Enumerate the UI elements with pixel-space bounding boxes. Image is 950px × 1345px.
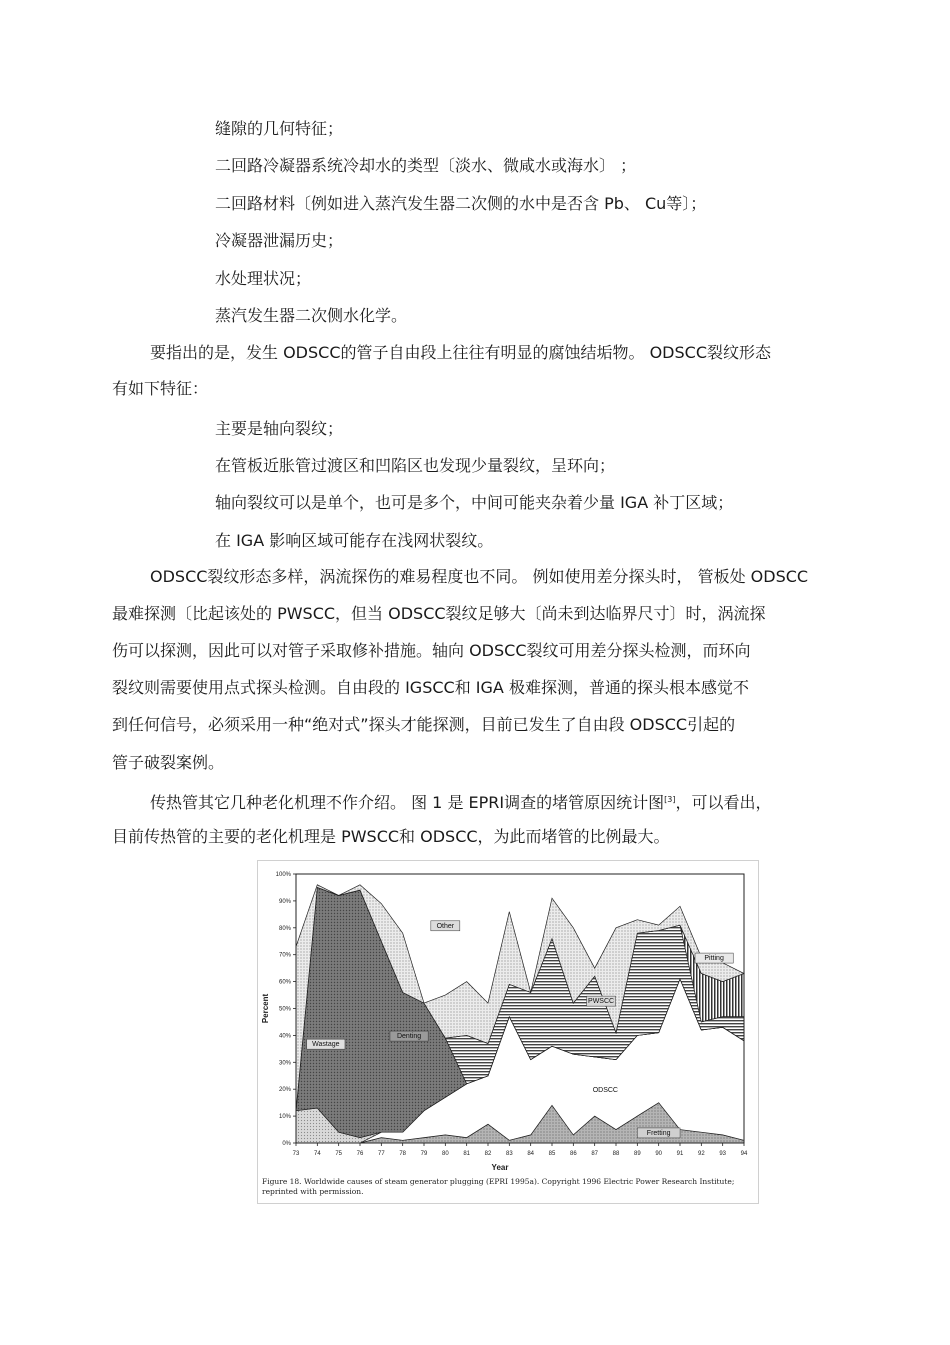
- stacked-area-chart: [258, 861, 758, 1203]
- text-line: [150, 789, 771, 814]
- y-tick-label: 80%: [278, 925, 291, 932]
- figure-box: [257, 860, 759, 1204]
- series-label-other: Other: [436, 922, 455, 930]
- text-line: 裂纹则需要使用点式探头检测。自由段的 IGSCC和 IGA 极难探测，普通的探头根本感觉不: [112, 678, 749, 697]
- x-tick-label: 81: [463, 1151, 471, 1157]
- y-tick-label: 10%: [278, 1114, 291, 1121]
- y-tick-label: 60%: [278, 979, 291, 986]
- text-line: 管子破裂案例。: [112, 753, 225, 772]
- text-line: 最难探测〔比起该处的 PWSCC，但当 ODSCC裂纹足够大〔尚未到达临界尺寸〕时，涡流探: [112, 604, 766, 623]
- series-label-pitting: Pitting: [704, 955, 724, 963]
- x-tick-label: 83: [505, 1151, 513, 1157]
- y-tick-label: 20%: [278, 1087, 291, 1094]
- x-tick-label: 88: [612, 1151, 620, 1157]
- text-line: 到任何信号，必须采用一种“绝对式”探头才能探测，目前已发生了自由段 ODSCC引起的: [112, 715, 736, 734]
- text-line: 要指出的是，发生 ODSCC的管子自由段上往往有明显的腐蚀结垢物。 ODSCC裂纹形态: [150, 343, 772, 362]
- series-label-pwscc: PWSCC: [588, 998, 615, 1006]
- text-line: ODSCC裂纹形态多样，涡流探伤的难易程度也不同。 例如使用差分探头时， 管板处 ODSCC: [150, 567, 809, 586]
- y-tick-label: 30%: [278, 1060, 291, 1067]
- text-line: 蒸汽发生器二次侧水化学。: [215, 306, 408, 325]
- x-axis-label: Year: [491, 1163, 509, 1172]
- text-line: 伤可以探测，因此可以对管子采取修补措施。轴向 ODSCC裂纹可用差分探头检测，而环向: [112, 641, 751, 660]
- x-tick-label: 86: [569, 1151, 577, 1157]
- text-line: 冷凝器泄漏历史；: [215, 231, 344, 250]
- text-line: 二回路冷凝器系统冷却水的类型〔淡水、微咸水或海水〕 ；: [215, 156, 637, 175]
- text-line: 轴向裂纹可以是单个，也可是多个，中间可能夹杂着少量 IGA 补丁区域；: [215, 493, 734, 512]
- y-axis-label: Percent: [261, 993, 270, 1024]
- x-tick-label: 79: [420, 1151, 428, 1157]
- citation-ref: [3]: [664, 795, 676, 804]
- series-label-odscc: ODSCC: [592, 1086, 618, 1094]
- y-tick-label: 70%: [278, 952, 291, 959]
- x-tick-label: 74: [313, 1151, 321, 1157]
- text-line: 在管板近胀管过渡区和凹陷区也发现少量裂纹，呈环向；: [215, 456, 616, 475]
- x-tick-label: 73: [292, 1151, 300, 1157]
- text-line: 有如下特征：: [112, 379, 209, 398]
- x-tick-label: 77: [377, 1151, 385, 1157]
- x-tick-label: 85: [548, 1151, 556, 1157]
- x-tick-label: 94: [740, 1151, 748, 1157]
- x-tick-label: 82: [484, 1151, 492, 1157]
- area-layer: [296, 885, 744, 1143]
- x-tick-label: 80: [441, 1151, 449, 1157]
- text-line: 主要是轴向裂纹；: [215, 419, 344, 438]
- x-tick-label: 87: [591, 1151, 599, 1157]
- x-tick-label: 76: [356, 1151, 364, 1157]
- series-label-denting: Denting: [396, 1033, 422, 1041]
- text-line: 水处理状况；: [215, 269, 312, 288]
- x-tick-label: 78: [399, 1151, 407, 1157]
- y-tick-label: 100%: [275, 872, 291, 878]
- y-tick-label: 0%: [282, 1141, 291, 1147]
- text-line: 在 IGA 影响区域可能存在浅网状裂纹。: [215, 531, 494, 550]
- y-tick-label: 40%: [278, 1033, 291, 1040]
- text-line: 目前传热管的主要的老化机理是 PWSCC和 ODSCC，为此而堵管的比例最大。: [112, 827, 670, 846]
- figure-caption: Figure 18. Worldwide causes of steam generator plugging (EPRI 1995a). Copyright 1996 Electric Power Research Institute; reprinted with permission.: [262, 1177, 735, 1196]
- series-label-wastage: Wastage: [312, 1041, 340, 1049]
- x-tick-label: 91: [676, 1151, 684, 1157]
- x-tick-label: 93: [719, 1151, 727, 1157]
- x-tick-label: 92: [697, 1151, 705, 1157]
- text-line: 缝隙的几何特征；: [215, 119, 344, 138]
- text-span: ，可以看出，: [675, 793, 772, 812]
- x-tick-label: 89: [633, 1151, 641, 1157]
- series-label-fretting: Fretting: [646, 1129, 671, 1137]
- text-span: 传热管其它几种老化机理不作介绍。 图 1 是 EPRI调查的堵管原因统计图: [150, 793, 665, 812]
- x-tick-label: 84: [527, 1151, 535, 1157]
- y-tick-label: 50%: [278, 1006, 291, 1013]
- text-line: 二回路材料〔例如进入蒸汽发生器二次侧的水中是否含 Pb、 Cu等〕；: [215, 194, 707, 213]
- x-tick-label: 75: [335, 1151, 343, 1157]
- y-tick-label: 90%: [278, 898, 291, 905]
- x-tick-label: 90: [655, 1151, 663, 1157]
